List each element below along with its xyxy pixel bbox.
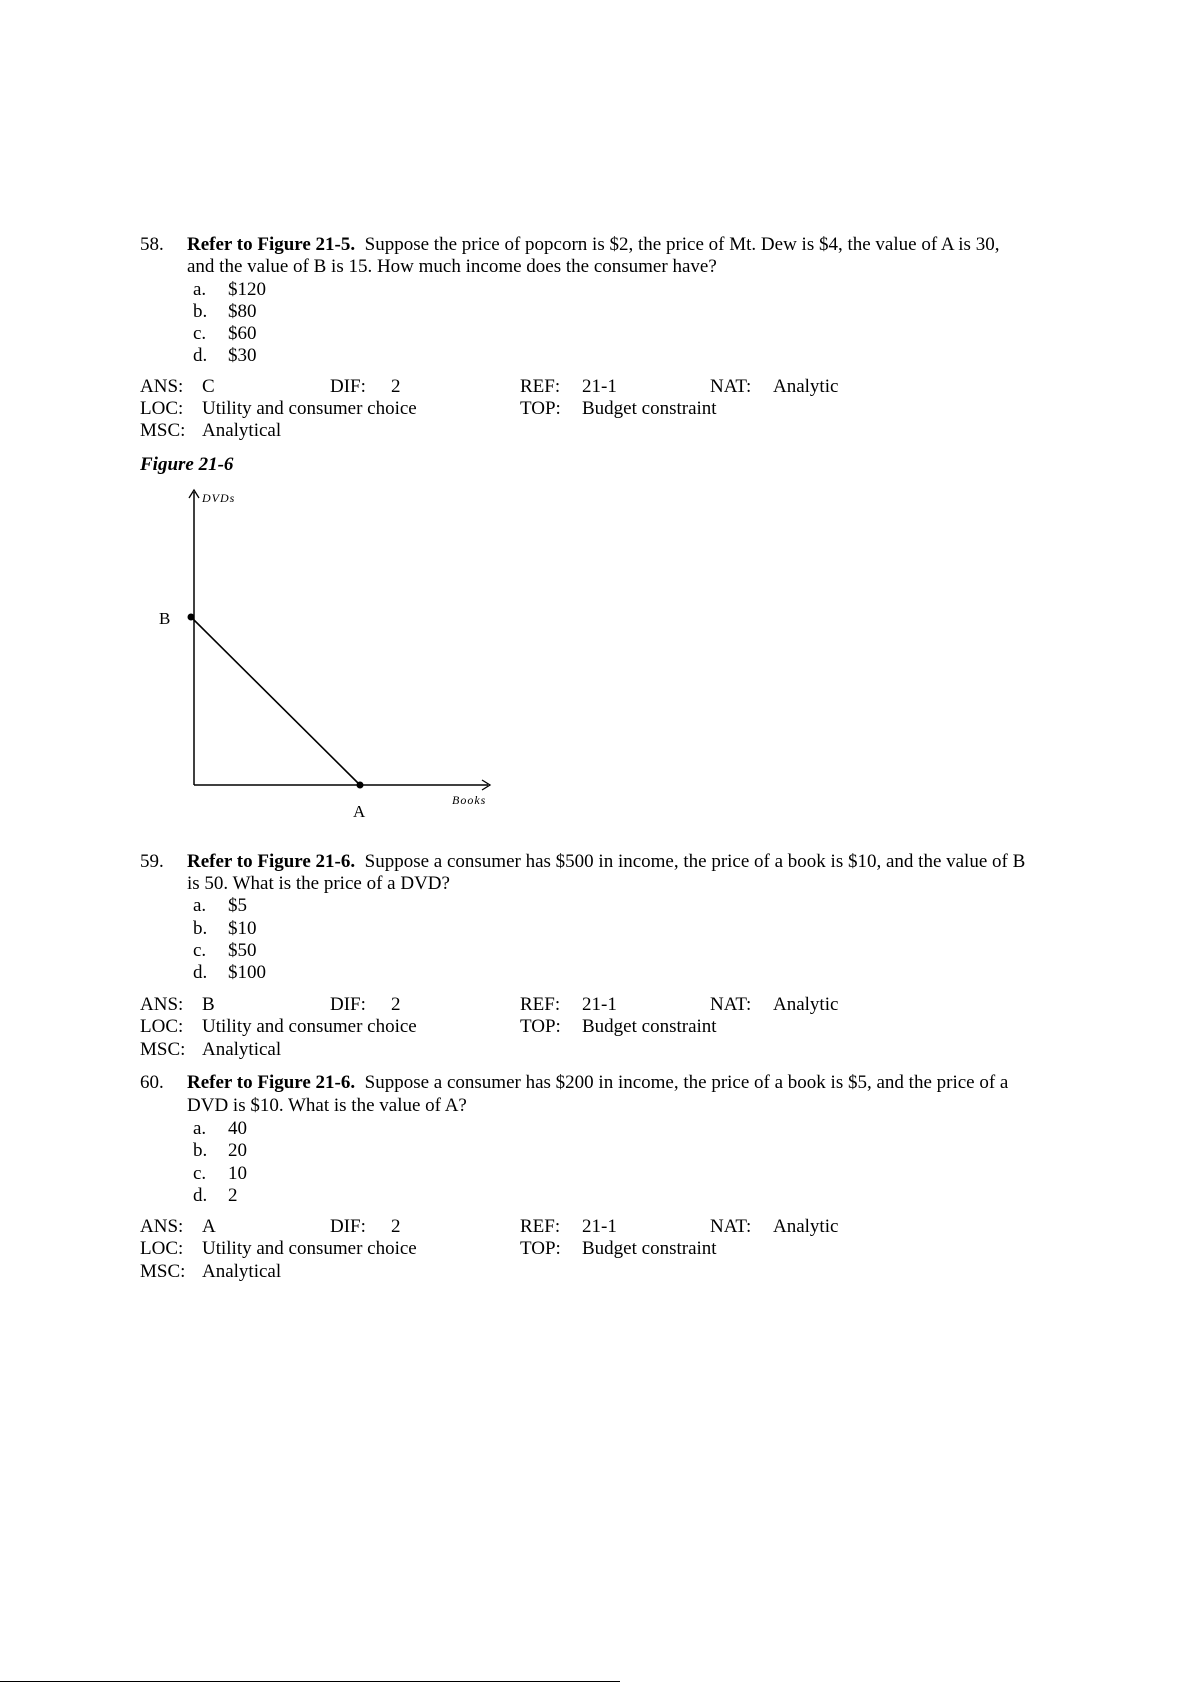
dif-value: 2 [391, 994, 401, 1015]
msc-label: MSC: [140, 1039, 186, 1060]
figure-title: Figure 21-6 [140, 454, 234, 475]
ref-value: 21-1 [582, 1216, 617, 1237]
top-value: Budget constraint [582, 1016, 717, 1037]
option-letter: d. [193, 345, 208, 366]
top-label: TOP: [520, 398, 561, 419]
ref-value: 21-1 [582, 994, 617, 1015]
dif-label: DIF: [330, 376, 366, 397]
option-value: $5 [228, 895, 247, 916]
option-value: 10 [228, 1163, 247, 1184]
ref-label: REF: [520, 994, 561, 1015]
x-axis-label: Books [452, 793, 487, 807]
option-letter: b. [193, 1140, 208, 1161]
budget-line [191, 617, 360, 785]
loc-label: LOC: [140, 1016, 184, 1037]
option-value: 20 [228, 1140, 247, 1161]
option-letter: a. [193, 895, 207, 916]
option-value: $30 [228, 345, 257, 366]
point-b-label: B [159, 609, 171, 628]
question-line-2: is 50. What is the price of a DVD? [187, 873, 450, 894]
option-value: $50 [228, 940, 257, 961]
nat-value: Analytic [773, 994, 839, 1015]
loc-value: Utility and consumer choice [202, 1238, 417, 1259]
msc-label: MSC: [140, 1261, 186, 1282]
y-axis-label: DVDs [202, 491, 236, 505]
ans-value: C [202, 376, 215, 397]
dif-label: DIF: [330, 1216, 366, 1237]
point-b [188, 614, 195, 621]
option-letter: d. [193, 962, 208, 983]
option-letter: c. [193, 323, 207, 344]
loc-label: LOC: [140, 398, 184, 419]
option-value: $60 [228, 323, 257, 344]
page-bottom-divider [0, 1681, 620, 1682]
question-line-1 [187, 851, 1025, 873]
question-line-1 [187, 1072, 1008, 1094]
nat-label: NAT: [710, 1216, 752, 1237]
question-line-2: and the value of B is 15. How much income does the consumer have? [187, 256, 717, 277]
msc-value: Analytical [202, 1039, 282, 1060]
question-text: Suppose a consumer has $500 in income, the price of a book is $10, and the value of B [364, 851, 1026, 872]
nat-value: Analytic [773, 1216, 839, 1237]
ans-label: ANS: [140, 994, 184, 1015]
ans-value: B [202, 994, 215, 1015]
option-letter: b. [193, 918, 208, 939]
option-value: 40 [228, 1118, 247, 1139]
ans-value: A [202, 1216, 216, 1237]
question-text: Suppose the price of popcorn is $2, the price of Mt. Dew is $4, the value of A is 30, [364, 234, 1000, 255]
option-letter: c. [193, 1163, 207, 1184]
loc-value: Utility and consumer choice [202, 1016, 417, 1037]
option-letter: a. [193, 279, 207, 300]
top-value: Budget constraint [582, 1238, 717, 1259]
dif-label: DIF: [330, 994, 366, 1015]
top-label: TOP: [520, 1016, 561, 1037]
option-letter: c. [193, 940, 207, 961]
nat-label: NAT: [710, 994, 752, 1015]
point-a [357, 782, 364, 789]
msc-value: Analytical [202, 1261, 282, 1282]
msc-value: Analytical [202, 420, 282, 441]
question-number: 58. [140, 234, 164, 255]
figure-reference: Refer to Figure 21-6. [187, 1072, 356, 1093]
loc-value: Utility and consumer choice [202, 398, 417, 419]
ref-label: REF: [520, 376, 561, 397]
option-value: $100 [228, 962, 266, 983]
option-letter: a. [193, 1118, 207, 1139]
ref-value: 21-1 [582, 376, 617, 397]
top-label: TOP: [520, 1238, 561, 1259]
question-number: 60. [140, 1072, 164, 1093]
option-letter: b. [193, 301, 208, 322]
option-value: $80 [228, 301, 257, 322]
ans-label: ANS: [140, 1216, 184, 1237]
msc-label: MSC: [140, 420, 186, 441]
budget-constraint-figure [140, 480, 520, 825]
ans-label: ANS: [140, 376, 184, 397]
top-value: Budget constraint [582, 398, 717, 419]
loc-label: LOC: [140, 1238, 184, 1259]
dif-value: 2 [391, 376, 401, 397]
option-value: 2 [228, 1185, 238, 1206]
ref-label: REF: [520, 1216, 561, 1237]
question-text: Suppose a consumer has $200 in income, the price of a book is $5, and the price of a [364, 1072, 1009, 1093]
nat-label: NAT: [710, 376, 752, 397]
dif-value: 2 [391, 1216, 401, 1237]
figure-reference: Refer to Figure 21-5. [187, 234, 356, 255]
question-number: 59. [140, 851, 164, 872]
option-value: $10 [228, 918, 257, 939]
question-line-1 [187, 234, 999, 256]
figure-reference: Refer to Figure 21-6. [187, 851, 356, 872]
option-value: $120 [228, 279, 266, 300]
option-letter: d. [193, 1185, 208, 1206]
point-a-label: A [353, 802, 366, 821]
nat-value: Analytic [773, 376, 839, 397]
question-line-2: DVD is $10. What is the value of A? [187, 1095, 467, 1116]
